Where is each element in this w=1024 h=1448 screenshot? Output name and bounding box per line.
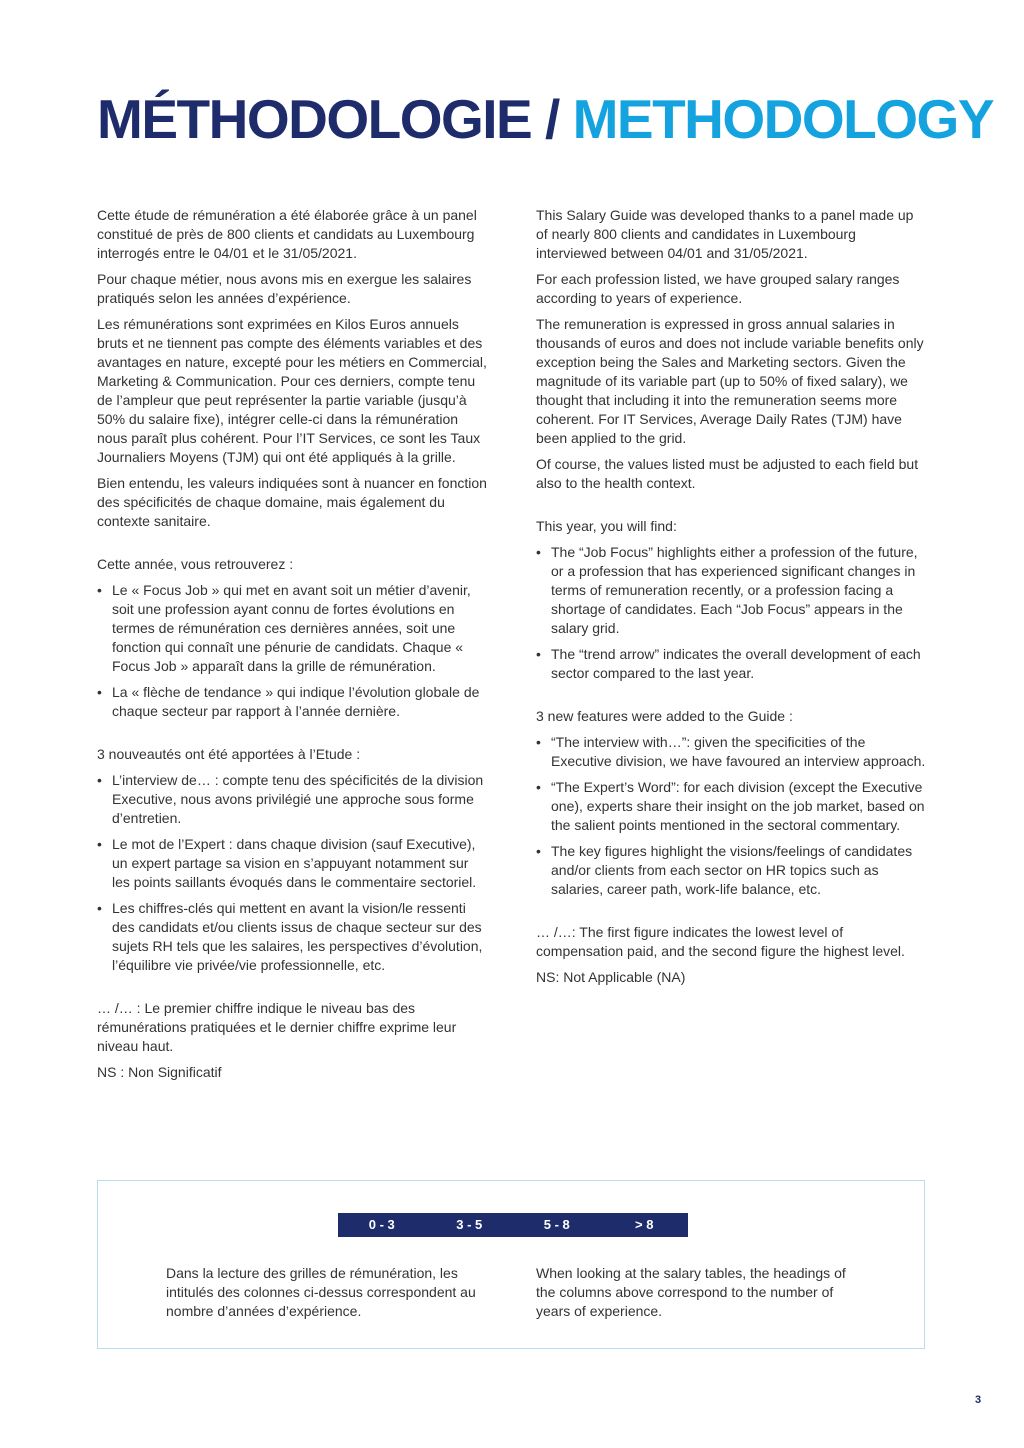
new-features-intro: 3 new features were added to the Guide :	[536, 708, 793, 724]
find-list	[536, 543, 928, 683]
english-column	[536, 206, 928, 994]
find-intro: This year, you will find:	[536, 518, 677, 534]
list-item: • The “Job Focus” highlights either a profession of the future, or a profession that has experienced significant changes in terms of remuneration recently, or a profession facing a shortage of candidates. Each “Job Focus” appears in the salary grid.	[536, 544, 918, 636]
title-french: MÉTHODOLOGIE	[97, 88, 532, 150]
header-3-5: 3 - 5	[456, 1217, 483, 1232]
context-paragraph: Of course, the values listed must be adjusted to each field but also to the health context.	[536, 456, 919, 491]
ns-explanation: NS : Non Significatif	[97, 1064, 222, 1080]
bullet-icon: •	[536, 779, 541, 795]
experience-paragraph: For each profession listed, we have grouped salary ranges according to years of experience.	[536, 271, 900, 306]
page-number: 3	[974, 1394, 982, 1406]
list-item: • L’interview de… : compte tenu des spécificités de la division Executive, nous avons privilégié une approche sous forme d’entretien.	[97, 772, 484, 826]
legend-note-french: Dans la lecture des grilles de rémunération, les intitulés des colonnes ci-dessus correspondent au nombre d’années d’expérience.	[166, 1265, 476, 1319]
list-item: • “The Expert’s Word”: for each division (except the Executive one), experts share their insight on the job market, based on the salient points mentioned in the sectoral commentary.	[536, 779, 925, 833]
bullet-icon: •	[97, 900, 102, 916]
find-intro: Cette année, vous retrouverez :	[97, 556, 294, 572]
intro-paragraph: Cette étude de rémunération a été élaborée grâce à un panel constitué de près de 800 clients et candidats au Luxembourg interrogés entre le 04/01 et le 31/05/2021.	[97, 207, 477, 261]
bullet-icon: •	[536, 544, 541, 560]
list-item: • “The interview with…”: given the specificities of the Executive division, we have favoured an interview approach.	[536, 734, 926, 769]
bullet-icon: •	[97, 684, 102, 700]
find-list	[97, 581, 489, 721]
title-english: METHODOLOGY	[572, 88, 994, 150]
list-item: • Les chiffres-clés qui mettent en avant la vision/le ressenti des candidats et/ou clients issus de chaque secteur sur des sujets RH tels que les salaires, les perspectives d’évolution, l’équilibre vie privée/vie professionnelle, etc.	[97, 900, 483, 973]
legend-note-english: When looking at the salary tables, the headings of the columns above correspond to the number of years of experience.	[536, 1265, 846, 1319]
range-explanation: … /… : Le premier chiffre indique le niveau bas des rémunérations pratiquées et le dernier chiffre exprime leur niveau haut.	[97, 1000, 457, 1054]
bullet-icon: •	[536, 646, 541, 662]
bullet-icon: •	[536, 734, 541, 750]
intro-paragraph: This Salary Guide was developed thanks to a panel made up of nearly 800 clients and candidates in Luxembourg interviewed between 04/01 and 31/05/2021.	[536, 207, 914, 261]
experience-header-bar	[338, 1213, 688, 1237]
bullet-icon: •	[97, 772, 102, 788]
bullet-icon: •	[536, 843, 541, 859]
new-features-intro: 3 nouveautés ont été apportées à l’Etude :	[97, 746, 361, 762]
french-column	[97, 206, 489, 1089]
new-features-list	[97, 771, 489, 975]
ns-explanation: NS: Not Applicable (NA)	[536, 969, 686, 985]
experience-paragraph: Pour chaque métier, nous avons mis en exergue les salaires pratiqués selon les années d’expérience.	[97, 271, 472, 306]
header-0-3: 0 - 3	[368, 1217, 395, 1232]
page-title	[97, 86, 993, 152]
list-item: • La « flèche de tendance » qui indique l’évolution globale de chaque secteur par rapport à l’année dernière.	[97, 684, 480, 719]
remuneration-paragraph: The remuneration is expressed in gross annual salaries in thousands of euros and does not include variable benefits only exception being the Sales and Marketing sectors. Given the magnitude of its variable part (up to 50% of fixed salary), we thought that including it into the remuneration seems more coherent. For IT Services, Average Daily Rates (TJM) have been applied to the grid.	[536, 316, 924, 446]
header-over-8: > 8	[635, 1217, 654, 1232]
list-item: • Le mot de l’Expert : dans chaque division (sauf Executive), un expert partage sa vision en s’appuyant notamment sur les points saillants évoqués dans le commentaire sectoriel.	[97, 836, 477, 890]
title-separator: /	[545, 88, 559, 150]
bullet-icon: •	[97, 582, 102, 598]
range-explanation: … /…: The first figure indicates the lowest level of compensation paid, and the second figure the highest level.	[536, 924, 905, 959]
list-item: • The key figures highlight the visions/feelings of candidates and/or clients from each sector on HR topics such as salaries, career path, work-life balance, etc.	[536, 843, 913, 897]
new-features-list	[536, 733, 928, 899]
remuneration-paragraph: Les rémunérations sont exprimées en Kilos Euros annuels bruts et ne tiennent pas compte des éléments variables et des avantages en nature, excepté pour les métiers en Commercial, Marketing & Communication. Pour ces derniers, compte tenu de l’ampleur que peut représenter la partie variable (jusqu’à 50% du salaire fixe), intégrer celle-ci dans la rémunération nous paraît plus cohérent. Pour l’IT Services, ce sont les Taux Journaliers Moyens (TJM) qui ont été appliqués à la grille.	[97, 316, 487, 465]
list-item: • The “trend arrow” indicates the overall development of each sector compared to the last year.	[536, 646, 921, 681]
context-paragraph: Bien entendu, les valeurs indiquées sont à nuancer en fonction des spécificités de chaque domaine, mais également du contexte sanitaire.	[97, 475, 487, 529]
list-item: • Le « Focus Job » qui met en avant soit un métier d’avenir, soit une profession ayant connu de fortes évolutions en termes de rémunération ces dernières années, soit une fonction qui connaît une pénurie de candidats. Chaque « Focus Job » apparaît dans la grille de rémunération.	[97, 582, 471, 674]
bullet-icon: •	[97, 836, 102, 852]
header-5-8: 5 - 8	[543, 1217, 570, 1232]
legend-box	[97, 1180, 925, 1349]
